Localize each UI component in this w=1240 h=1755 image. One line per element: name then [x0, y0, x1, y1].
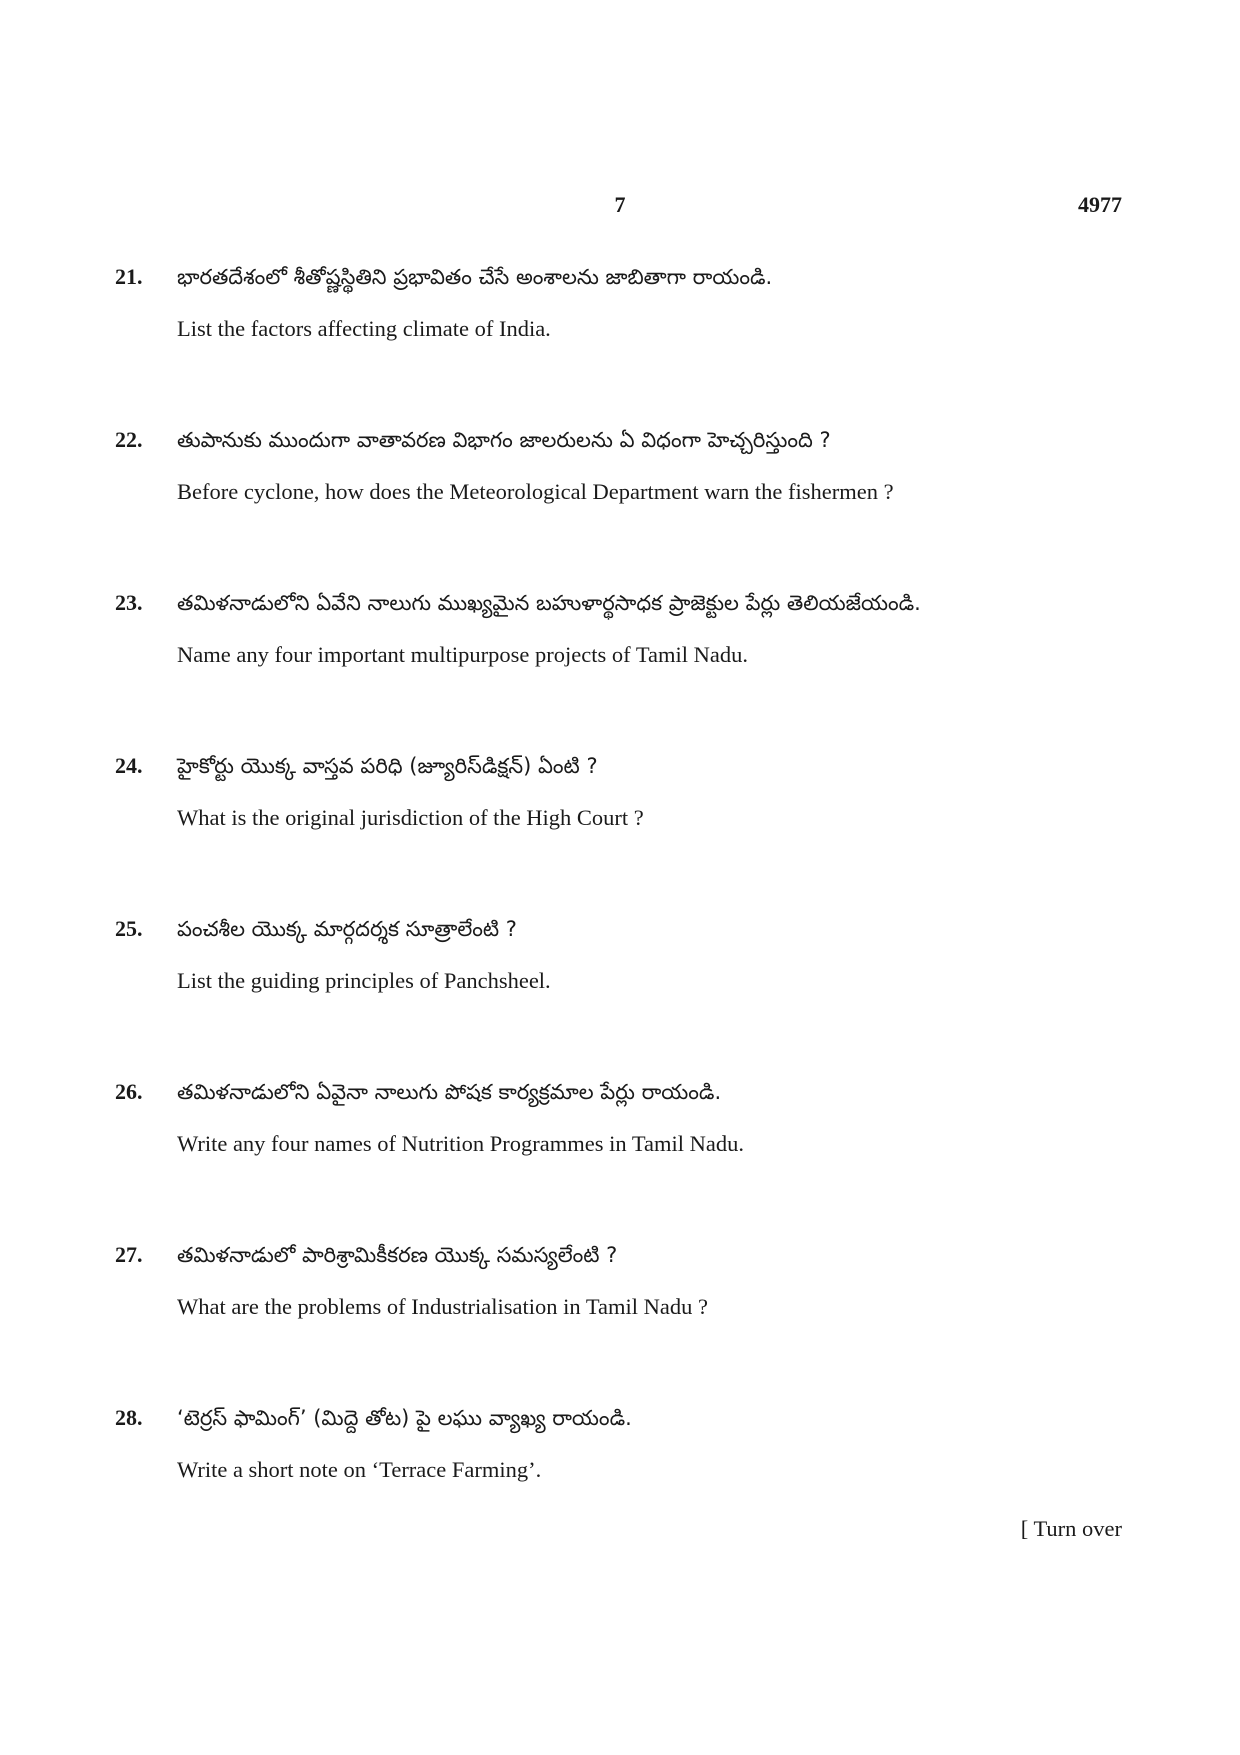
question-list: [115, 262, 1125, 1566]
question-26: [115, 1077, 1125, 1240]
paper-code: 4977: [1078, 192, 1122, 217]
question-english-text: Before cyclone, how does the Meteorological Department warn the fishermen ?: [177, 479, 894, 504]
question-telugu-text: పంచశీల యొక్క మార్గదర్శక సూత్రాలేంటి ?: [177, 917, 517, 941]
question-telugu-text: ‘టెర్రస్ ఫామింగ్’ (మిద్దె తోట) పై లఘు వ్యాఖ్య రాయండి.: [177, 1406, 632, 1430]
question-number: 24.: [115, 753, 143, 778]
question-telugu-text: హైకోర్టు యొక్క వాస్తవ పరిధి (జ్యూరిస్‌డిక్షన్) ఏంటి ?: [177, 754, 598, 778]
question-22: [115, 425, 1125, 588]
question-english-text: Name any four important multipurpose projects of Tamil Nadu.: [177, 642, 749, 667]
question-23: [115, 588, 1125, 751]
question-english-text: List the guiding principles of Panchsheel.: [177, 968, 551, 993]
question-28: [115, 1403, 1125, 1566]
question-english-text: What are the problems of Industrialisation in Tamil Nadu ?: [177, 1294, 708, 1319]
question-27: [115, 1240, 1125, 1403]
question-telugu-text: తమిళనాడులోని ఏవైనా నాలుగు పోషక కార్యక్రమాల పేర్లు రాయండి.: [177, 1080, 722, 1104]
question-number: 28.: [115, 1405, 143, 1430]
question-number: 26.: [115, 1079, 143, 1104]
question-number: 27.: [115, 1242, 143, 1267]
question-english-text: Write any four names of Nutrition Programmes in Tamil Nadu.: [177, 1131, 744, 1156]
question-telugu-text: తమిళనాడులోని ఏవేని నాలుగు ముఖ్యమైన బహుళార్థసాధక ప్రాజెక్టుల పేర్లు తెలియజేయండి.: [177, 591, 921, 615]
question-21: [115, 262, 1125, 425]
question-english-text: Write a short note on ‘Terrace Farming’.: [177, 1457, 542, 1482]
question-24: [115, 751, 1125, 914]
question-number: 23.: [115, 590, 143, 615]
question-telugu-text: తుపానుకు ముందుగా వాతావరణ విభాగం జాలరులను ఏ విధంగా హెచ్చరిస్తుంది ?: [177, 428, 831, 452]
question-english-text: What is the original jurisdiction of the High Court ?: [177, 805, 644, 830]
question-telugu-text: తమిళనాడులో పారిశ్రామికీకరణ యొక్క సమస్యలేంటి ?: [177, 1243, 618, 1267]
question-number: 25.: [115, 916, 143, 941]
page-number: 7: [614, 192, 626, 217]
question-number: 22.: [115, 427, 143, 452]
turn-over-note: [ Turn over: [1020, 1516, 1122, 1541]
question-english-text: List the factors affecting climate of India.: [177, 316, 551, 341]
question-telugu-text: భారతదేశంలో శీతోష్ణస్థితిని ప్రభావితం చేసే అంశాలను జాబితాగా రాయండి.: [177, 265, 773, 289]
question-25: [115, 914, 1125, 1077]
question-number: 21.: [115, 264, 143, 289]
